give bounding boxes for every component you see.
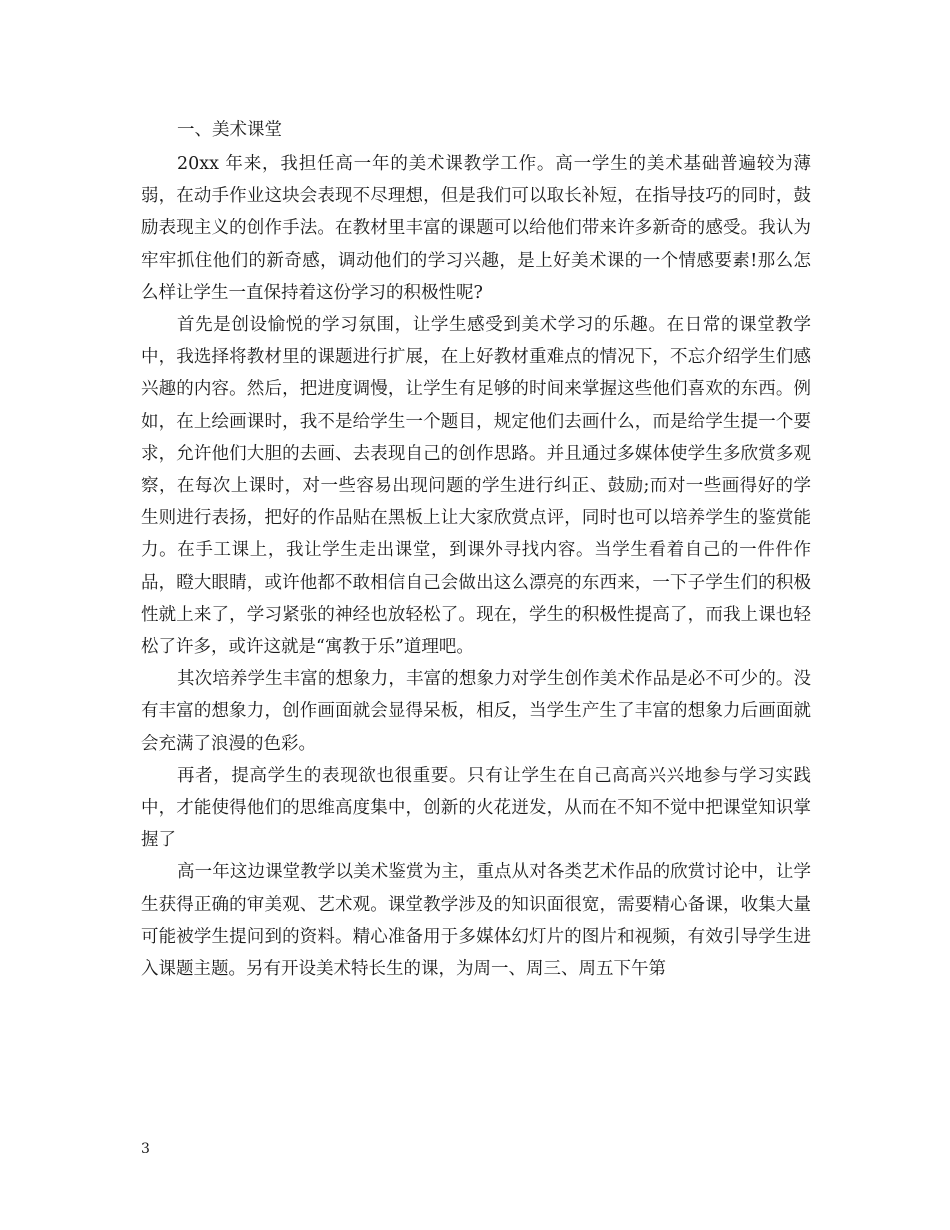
paragraph-4: 再者，提高学生的表现欲也很重要。只有让学生在自己高高兴兴地参与学习实践中，才能使得他们的思维高度集中，创新的火花迸发，从而在不知不觉中把课堂知识掌握了 [141,765,811,851]
paragraph-1: 20xx 年来，我担任高一年的美术课教学工作。高一学生的美术基础普遍较为薄弱，在动手作业这块会表现不尽理想，但是我们可以取长补短，在指导技巧的同时，鼓励表现主义的创作手法。在教材里丰富的课题可以给他们带来许多新奇的感受。我认为牢牢抓住他们的新奇感，调动他们的学习兴趣，是上好美术课的一个情感要素!那么怎么样让学生一直保持着这份学习的积极性呢? [141,154,811,303]
document-body [141,116,811,985]
paragraph-2: 首先是创设愉悦的学习氛围，让学生感受到美术学习的乐趣。在日常的课堂教学中，我选择将教材里的课题进行扩展，在上好教材重难点的情况下，不忘介绍学生们感兴趣的内容。然后，把进度调慢，让学生有足够的时间来掌握这些他们喜欢的东西。例如，在上绘画课时，我不是给学生一个题目，规定他们去画什么，而是给学生提一个要求，允许他们大胆的去画、去表现自己的创作思路。并且通过多媒体使学生多欣赏多观察，在每次上课时，对一些容易出现问题的学生进行纠正、鼓励;而对一些画得好的学生则进行表扬，把好的作品贴在黑板上让大家欣赏点评，同时也可以培养学生的鉴赏能力。在手工课上，我让学生走出课堂，到课外寻找内容。当学生看着自己的一件件作品，瞪大眼睛，或许他都不敢相信自己会做出这么漂亮的东西来，一下子学生们的积极性就上来了，学习紧张的神经也放轻松了。现在，学生的积极性提高了，而我上课也轻松了许多，或许这就是“寓教于乐”道理吧。 [141,315,811,658]
paragraph-5: 高一年这边课堂教学以美术鉴赏为主，重点从对各类艺术作品的欣赏讨论中，让学生获得正确的审美观、艺术观。课堂教学涉及的知识面很宽，需要精心备课，收集大量可能被学生提问到的资料。精心准备用于多媒体幻灯片的图片和视频，有效引导学生进入课题主题。另有开设美术特长生的课，为周一、周三、周五下午第 [141,862,811,980]
paragraph-3: 其次培养学生丰富的想象力，丰富的想象力对学生创作美术作品是必不可少的。没有丰富的想象力，创作画面就会显得呆板，相反，当学生产生了丰富的想象力后画面就会充满了浪漫的色彩。 [141,669,811,754]
section-heading: 一、美术课堂 [177,120,282,140]
page-number: 3 [141,1141,150,1157]
